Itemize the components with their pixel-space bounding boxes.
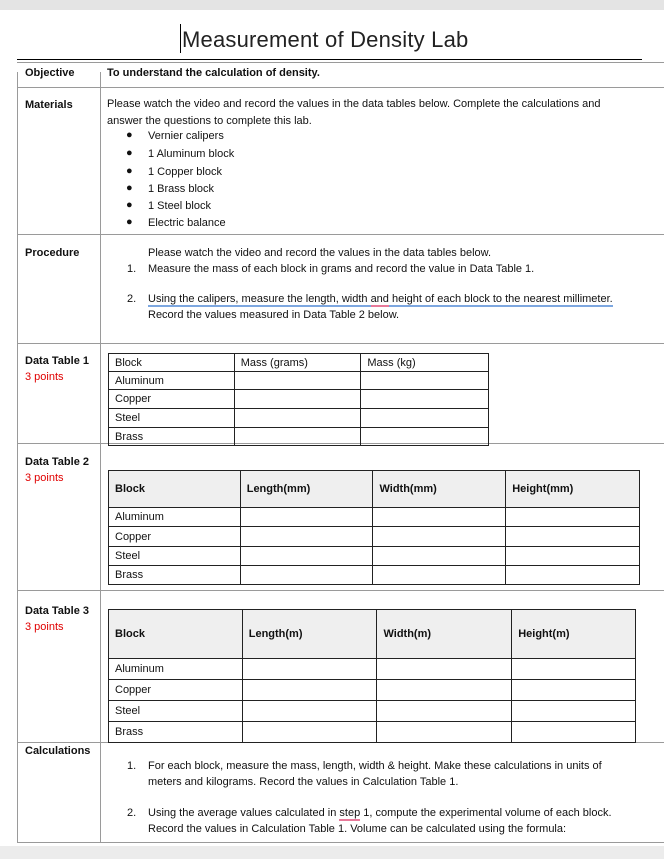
procedure-step2-number: 2.	[127, 293, 137, 305]
calculations-step2-line2: Record the values in Calculation Table 1. Volume can be calculated using the formula:	[148, 823, 567, 835]
table-header-cell: Length(m)	[242, 610, 377, 659]
calculations-step1-line1: For each block, measure the mass, length, width & height. Make these calculations in units of	[148, 760, 602, 772]
procedure-step1: Measure the mass of each block in grams and record the value in Data Table 1.	[148, 263, 535, 275]
length-mm-cell[interactable]	[240, 508, 373, 527]
table-row	[109, 659, 636, 680]
table-row	[109, 547, 640, 566]
length-mm-cell[interactable]	[240, 547, 373, 566]
width-m-cell[interactable]	[377, 659, 512, 680]
procedure-step2-part: height of each block to the nearest millimeter.	[388, 293, 613, 305]
materials-item: 1 Brass block	[148, 183, 215, 195]
block-name-cell: Copper	[109, 390, 235, 409]
procedure-label: Procedure	[25, 247, 80, 259]
label-column-divider	[100, 72, 101, 843]
mass-kg-cell[interactable]	[361, 390, 489, 409]
procedure-intro: Please watch the video and record the values in the data tables below.	[148, 247, 492, 259]
document-page[interactable]	[0, 10, 664, 846]
table-row	[109, 390, 489, 409]
table-header-cell: Block	[109, 610, 243, 659]
calculations-step2-part: Using the average values calculated in	[148, 807, 340, 819]
table-header-cell: Mass (kg)	[361, 354, 489, 372]
materials-item: 1 Aluminum block	[148, 148, 235, 160]
mass-grams-cell[interactable]	[234, 390, 361, 409]
materials-intro-line2: answer the questions to complete this lab.	[107, 115, 312, 127]
table-bottom-border	[17, 842, 664, 843]
materials-item: 1 Copper block	[148, 166, 222, 178]
materials-label: Materials	[25, 99, 73, 111]
block-name-cell: Aluminum	[109, 659, 243, 680]
length-m-cell[interactable]	[242, 659, 377, 680]
window-bottom-strip	[0, 846, 664, 859]
block-name-cell: Brass	[109, 722, 243, 743]
procedure-step2-part: Using the calipers, measure the length, width	[148, 293, 371, 305]
table-header-cell: Width(mm)	[373, 471, 506, 508]
width-m-cell[interactable]	[377, 701, 512, 722]
table-row	[109, 566, 640, 585]
window-top-strip	[0, 0, 664, 10]
block-name-cell: Aluminum	[109, 508, 241, 527]
table-row	[109, 701, 636, 722]
width-m-cell[interactable]	[377, 722, 512, 743]
height-mm-cell[interactable]	[506, 547, 640, 566]
data-table-3	[108, 609, 636, 743]
block-name-cell: Steel	[109, 409, 235, 428]
procedure-step2-line2: Record the values measured in Data Table 2 below.	[148, 309, 400, 321]
mass-grams-cell[interactable]	[234, 409, 361, 428]
calculations-step2-part: 1, compute the experimental volume of each block.	[360, 807, 612, 819]
width-mm-cell[interactable]	[373, 527, 506, 547]
length-m-cell[interactable]	[242, 680, 377, 701]
table-header-cell: Height(mm)	[506, 471, 640, 508]
materials-intro-line1: Please watch the video and record the values in the data tables below. Complete the calculations and	[107, 98, 601, 110]
section-divider	[17, 343, 664, 344]
section-divider	[17, 590, 664, 591]
length-mm-cell[interactable]	[240, 566, 373, 585]
bullet-icon: ●	[126, 199, 133, 211]
width-mm-cell[interactable]	[373, 566, 506, 585]
bullet-icon: ●	[126, 129, 133, 141]
length-mm-cell[interactable]	[240, 527, 373, 547]
spellcheck-word[interactable]: and	[370, 293, 389, 305]
table-header-cell: Block	[109, 471, 241, 508]
title-underline	[17, 59, 642, 60]
height-m-cell[interactable]	[512, 722, 636, 743]
table-row	[109, 428, 489, 446]
procedure-step1-number: 1.	[127, 263, 137, 275]
width-mm-cell[interactable]	[373, 547, 506, 566]
table-header-cell: Mass (grams)	[234, 354, 361, 372]
data-table-1-points: 3 points	[25, 371, 64, 383]
objective-text: To understand the calculation of density.	[107, 67, 320, 79]
bullet-icon: ●	[126, 147, 133, 159]
spellcheck-word[interactable]: step	[339, 807, 361, 819]
height-mm-cell[interactable]	[506, 508, 640, 527]
data-table-2-points: 3 points	[25, 472, 64, 484]
objective-label: Objective	[25, 67, 75, 79]
calculations-step1-number: 1.	[127, 760, 137, 772]
data-table-1	[108, 353, 489, 446]
calculations-step2-number: 2.	[127, 807, 137, 819]
table-left-border	[17, 72, 18, 843]
data-table-3-points: 3 points	[25, 621, 64, 633]
bullet-icon: ●	[126, 165, 133, 177]
length-m-cell[interactable]	[242, 722, 377, 743]
block-name-cell: Steel	[109, 701, 243, 722]
block-name-cell: Steel	[109, 547, 241, 566]
materials-item: Electric balance	[148, 217, 226, 229]
table-header-cell: Width(m)	[377, 610, 512, 659]
mass-kg-cell[interactable]	[361, 428, 489, 446]
table-header-cell: Block	[109, 354, 235, 372]
width-m-cell[interactable]	[377, 680, 512, 701]
mass-grams-cell[interactable]	[234, 372, 361, 390]
table-row	[109, 372, 489, 390]
materials-item: 1 Steel block	[148, 200, 211, 212]
height-mm-cell[interactable]	[506, 566, 640, 585]
block-name-cell: Brass	[109, 566, 241, 585]
table-row	[109, 722, 636, 743]
page-title: Measurement of Density Lab	[182, 27, 469, 52]
mass-kg-cell[interactable]	[361, 372, 489, 390]
bullet-icon: ●	[126, 182, 133, 194]
height-m-cell[interactable]	[512, 659, 636, 680]
height-m-cell[interactable]	[512, 680, 636, 701]
text-cursor	[180, 24, 181, 53]
bullet-icon: ●	[126, 216, 133, 228]
section-divider	[17, 87, 664, 88]
section-divider	[17, 62, 664, 63]
table-row	[109, 680, 636, 701]
data-table-2-label: Data Table 2	[25, 456, 89, 468]
mass-kg-cell[interactable]	[361, 409, 489, 428]
section-divider	[17, 234, 664, 235]
data-table-1-label: Data Table 1	[25, 355, 89, 367]
block-name-cell: Copper	[109, 680, 243, 701]
materials-item: Vernier calipers	[148, 130, 224, 142]
height-mm-cell[interactable]	[506, 527, 640, 547]
data-table-3-label: Data Table 3	[25, 605, 89, 617]
data-table-2	[108, 470, 640, 585]
block-name-cell: Aluminum	[109, 372, 235, 390]
calculations-step2-line1	[148, 805, 612, 822]
block-name-cell: Brass	[109, 428, 235, 446]
table-row	[109, 409, 489, 428]
calculations-label: Calculations	[25, 745, 91, 757]
mass-grams-cell[interactable]	[234, 428, 361, 446]
block-name-cell: Copper	[109, 527, 241, 547]
length-m-cell[interactable]	[242, 701, 377, 722]
table-header-cell: Length(mm)	[240, 471, 373, 508]
table-row	[109, 508, 640, 527]
procedure-step2	[148, 291, 613, 308]
table-row	[109, 527, 640, 547]
width-mm-cell[interactable]	[373, 508, 506, 527]
table-header-cell: Height(m)	[512, 610, 636, 659]
calculations-step1-line2: meters and kilograms. Record the values in Calculation Table 1.	[148, 776, 459, 788]
height-m-cell[interactable]	[512, 701, 636, 722]
